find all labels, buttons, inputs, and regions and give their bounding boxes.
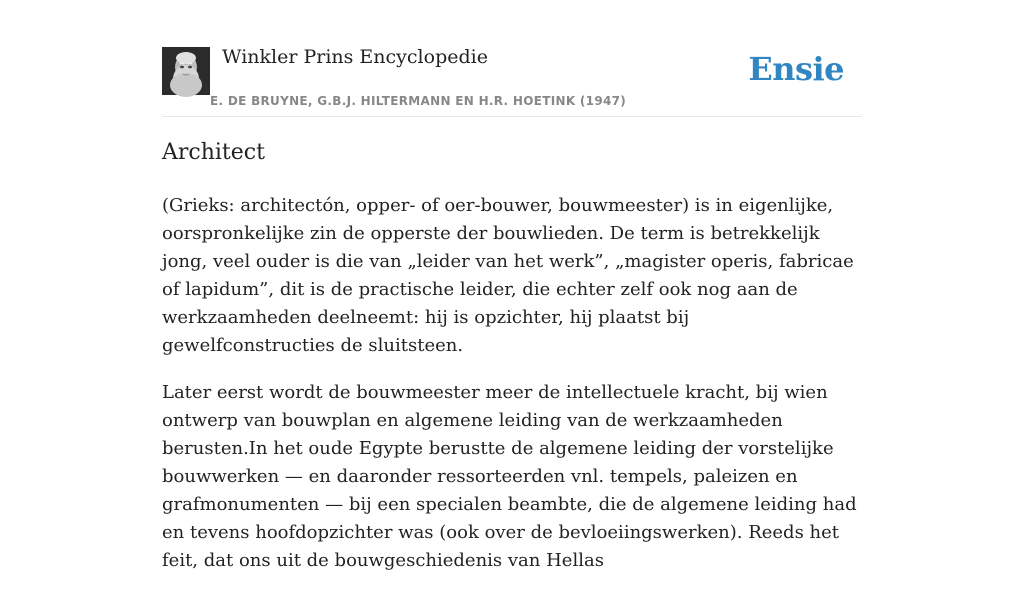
- bearded-man-portrait-icon: [162, 47, 210, 95]
- source-title[interactable]: Winkler Prins Encyclopedie: [222, 46, 488, 68]
- brand-logo[interactable]: Ensie: [748, 50, 844, 88]
- article-body: [162, 192, 862, 594]
- article-paragraph: Later eerst wordt de bouwmeester meer de intellectuele kracht, bij wien ontwerp van bouwplan en algemene leiding van de werkzaamheden berusten.In het oude Egypte berustte de algemene leiding der vorstelijke bouwwerken — en daaronder ressorteerden vnl. tempels, paleizen en grafmonumenten — bij een specialen beambte, die de algemene leiding had en tevens hoofdopzichter was (ook over de bevloeiingswerken). Reeds het feit, dat ons uit de bouwgeschiedenis van Hellas: [162, 382, 857, 571]
- source-header: [162, 0, 862, 117]
- content-container: [162, 0, 862, 571]
- author-avatar[interactable]: [162, 47, 210, 95]
- article-title: Architect: [162, 140, 265, 165]
- source-authors: E. DE BRUYNE, G.B.J. HILTERMANN EN H.R. HOETINK (1947): [210, 94, 627, 108]
- article-paragraph: (Grieks: architectón, opper- of oer-bouwer, bouwmeester) is in eigenlijke, oorspronkelijke zin de opperste der bouwlieden. De term is betrekkelijk jong, veel ouder is die van „leider van het werk”, „magister operis, fabricae of lapidum”, dit is de practische leider, die echter zelf ook nog aan de werkzaamheden deelneemt: hij is opzichter, hij plaatst bij gewelfconstructies de sluitsteen.: [162, 195, 854, 356]
